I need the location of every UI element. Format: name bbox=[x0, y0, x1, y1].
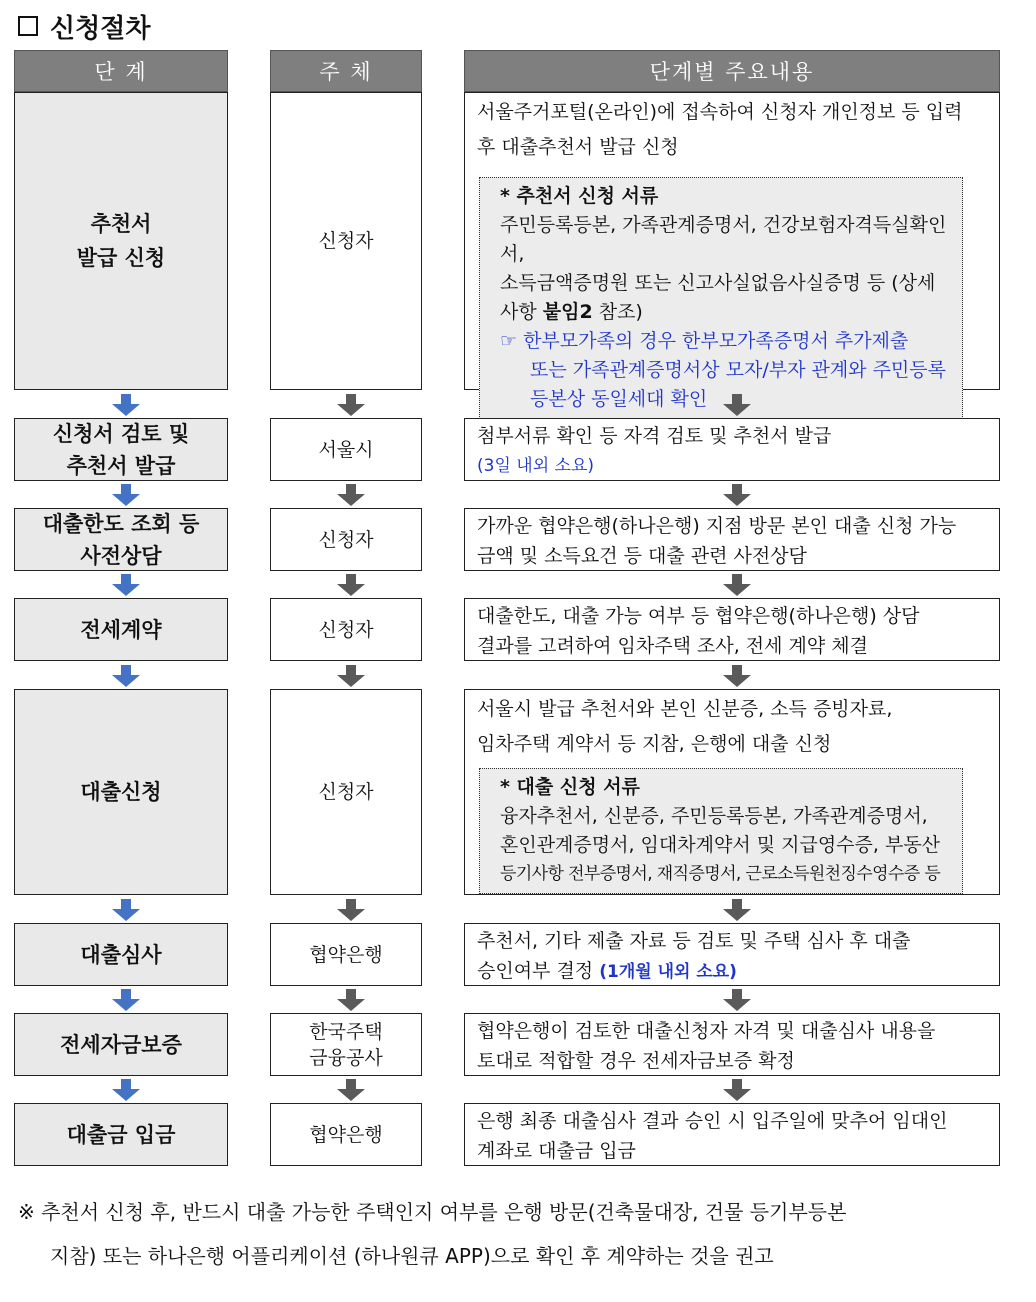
arrow-down-gray-icon bbox=[336, 1079, 366, 1101]
stage-cell bbox=[14, 923, 228, 986]
actor-cell: 한국주택 금융공사 bbox=[270, 1013, 422, 1076]
arrow-down-gray-icon bbox=[336, 484, 366, 506]
content-line: 승인여부 결정 (1개월 내외 소요) bbox=[477, 960, 737, 982]
actor-cell: 협약은행 bbox=[270, 1103, 422, 1166]
arrow-down-gray-icon bbox=[336, 899, 366, 921]
stage-cell bbox=[14, 92, 228, 390]
document-list-line: 소득금액증명원 또는 신고사실없음사실증명 등 (상세 bbox=[500, 272, 936, 294]
content-cell bbox=[464, 1013, 1000, 1076]
stage-label: 발급 신청 bbox=[76, 246, 166, 270]
content-line: 서울주거포털(온라인)에 접속하여 신청자 개인정보 등 입력 bbox=[477, 101, 963, 123]
stage-label: 신청서 검토 및 bbox=[52, 421, 190, 446]
footnote bbox=[18, 1190, 1018, 1278]
document-list-line: 등기사항 전부증명서, 재직증명서, 근로소득원천징수영수증 등 bbox=[500, 864, 941, 884]
arrow-down-gray-icon bbox=[336, 394, 366, 416]
content-cell bbox=[464, 508, 1000, 571]
document-list-line: 혼인관계증명서, 임대차계약서 및 지급영수증, 부동산 bbox=[500, 834, 941, 856]
actor-cell: 신청자 bbox=[270, 689, 422, 895]
arrow-down-gray-icon bbox=[722, 394, 752, 416]
document-list-line: 주민등록등본, 가족관계증명서, 건강보험자격득실확인서, bbox=[500, 214, 947, 265]
document-list-box bbox=[479, 768, 963, 894]
title-text: 신청절차 bbox=[50, 13, 151, 44]
header-actor: 주 체 bbox=[270, 50, 422, 92]
stage-label: 사전상담 bbox=[80, 543, 162, 568]
arrow-down-blue-icon bbox=[111, 665, 141, 687]
content-line: 서울시 발급 추천서와 본인 신분증, 소득 증빙자료, bbox=[477, 698, 893, 720]
arrow-down-blue-icon bbox=[111, 899, 141, 921]
footnote-line: ※ 추천서 신청 후, 반드시 대출 가능한 주택인지 여부를 은행 방문(건축물대장, 건물 등기부등본 bbox=[18, 1200, 847, 1224]
content-line: 금액 및 소득요건 등 대출 관련 사전상담 bbox=[477, 545, 807, 567]
arrow-down-gray-icon bbox=[722, 665, 752, 687]
actor-cell: 신청자 bbox=[270, 598, 422, 661]
content-line: 첨부서류 확인 등 자격 검토 및 추천서 발급 bbox=[477, 425, 832, 447]
content-line: 대출한도, 대출 가능 여부 등 협약은행(하나은행) 상담 bbox=[477, 605, 920, 627]
arrow-down-blue-icon bbox=[111, 1079, 141, 1101]
actor-cell: 서울시 bbox=[270, 418, 422, 481]
note-line: 또는 가족관계증명서상 모자/부자 관계와 주민등록 bbox=[530, 359, 946, 381]
stage-cell bbox=[14, 1013, 228, 1076]
stage-cell bbox=[14, 1103, 228, 1166]
stage-label: 대출한도 조회 등 bbox=[42, 511, 200, 536]
page-title bbox=[18, 6, 150, 46]
arrow-down-gray-icon bbox=[722, 574, 752, 596]
document-list-title: * 대출 신청 서류 bbox=[500, 776, 640, 798]
content-cell bbox=[464, 92, 1000, 410]
note-line: ☞ 한부모가족의 경우 한부모가족증명서 추가제출 bbox=[500, 330, 909, 352]
content-cell bbox=[464, 598, 1000, 661]
arrow-down-blue-icon bbox=[111, 989, 141, 1011]
content-cell bbox=[464, 1103, 1000, 1166]
arrow-down-gray-icon bbox=[722, 1079, 752, 1101]
content-line: 임차주택 계약서 등 지참, 은행에 대출 신청 bbox=[477, 733, 832, 755]
content-line: 추천서, 기타 제출 자료 등 검토 및 주택 심사 후 대출 bbox=[477, 930, 911, 952]
stage-label: 전세자금보증 bbox=[60, 1032, 182, 1057]
content-line: 계좌로 대출금 입금 bbox=[477, 1140, 636, 1162]
attachment-ref: 붙임2 bbox=[542, 301, 593, 323]
duration-note: (3일 내외 소요) bbox=[477, 456, 594, 476]
stage-label: 대출금 입금 bbox=[66, 1122, 176, 1147]
stage-label: 대출심사 bbox=[80, 942, 162, 967]
content-line: 후 대출추천서 발급 신청 bbox=[477, 136, 679, 158]
content-line: 토대로 적합할 경우 전세자금보증 확정 bbox=[477, 1050, 795, 1072]
arrow-down-gray-icon bbox=[722, 484, 752, 506]
content-line: 결과를 고려하여 임차주택 조사, 전세 계약 체결 bbox=[477, 635, 869, 657]
document-list-line: 융자추천서, 신분증, 주민등록등본, 가족관계증명서, bbox=[500, 805, 928, 827]
stage-cell bbox=[14, 508, 228, 571]
actor-cell: 신청자 bbox=[270, 508, 422, 571]
arrow-down-gray-icon bbox=[722, 899, 752, 921]
stage-label: 추천서 bbox=[90, 212, 152, 236]
stage-label: 전세계약 bbox=[80, 617, 162, 642]
header-stage: 단 계 bbox=[14, 50, 228, 92]
header-content: 단계별 주요내용 bbox=[464, 50, 1000, 92]
document-list-line: 사항 붙임2 참조) bbox=[500, 301, 643, 323]
content-cell bbox=[464, 923, 1000, 986]
arrow-down-gray-icon bbox=[722, 989, 752, 1011]
stage-cell bbox=[14, 418, 228, 481]
content-cell bbox=[464, 418, 1000, 481]
actor-cell: 협약은행 bbox=[270, 923, 422, 986]
document-list-title: * 추천서 신청 서류 bbox=[500, 185, 659, 207]
arrow-down-blue-icon bbox=[111, 394, 141, 416]
content-cell bbox=[464, 689, 1000, 895]
note-line: 등본상 동일세대 확인 bbox=[530, 388, 708, 410]
document-list-box bbox=[479, 177, 963, 419]
arrow-down-gray-icon bbox=[336, 665, 366, 687]
arrow-down-blue-icon bbox=[111, 574, 141, 596]
content-line: 가까운 협약은행(하나은행) 지점 방문 본인 대출 신청 가능 bbox=[477, 515, 957, 537]
duration-note: (1개월 내외 소요) bbox=[599, 962, 737, 982]
stage-label: 대출신청 bbox=[80, 780, 162, 804]
arrow-down-gray-icon bbox=[336, 989, 366, 1011]
stage-cell bbox=[14, 689, 228, 895]
content-line: 은행 최종 대출심사 결과 승인 시 입주일에 맞추어 임대인 bbox=[477, 1110, 948, 1132]
checkbox-icon bbox=[18, 16, 38, 36]
content-line: 협약은행이 검토한 대출신청자 자격 및 대출심사 내용을 bbox=[477, 1020, 936, 1042]
stage-label: 추천서 발급 bbox=[66, 453, 176, 478]
arrow-down-blue-icon bbox=[111, 484, 141, 506]
stage-cell bbox=[14, 598, 228, 661]
arrow-down-gray-icon bbox=[336, 574, 366, 596]
actor-cell: 신청자 bbox=[270, 92, 422, 390]
footnote-line: 지참) 또는 하나은행 어플리케이션 (하나원큐 APP)으로 확인 후 계약하는 것을 권고 bbox=[50, 1244, 774, 1268]
